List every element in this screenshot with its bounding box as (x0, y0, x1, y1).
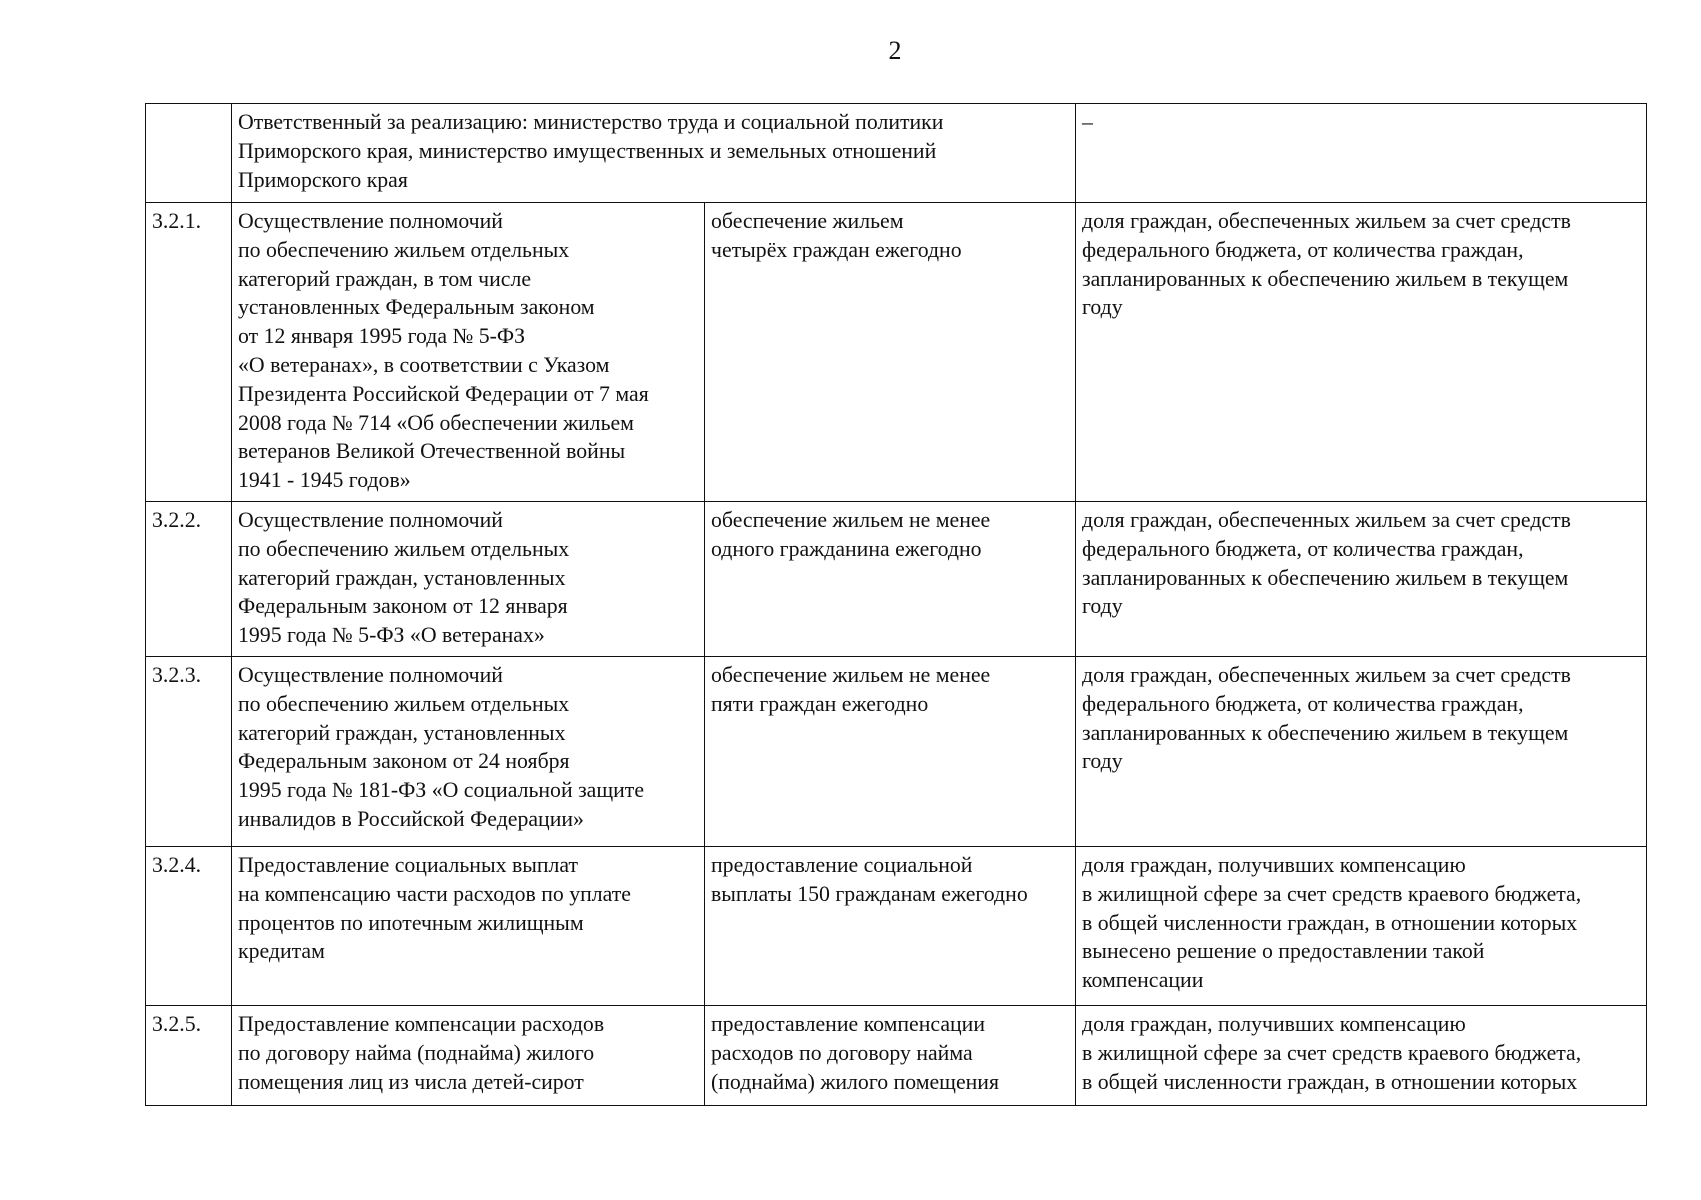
measure-description: Предоставление социальных выплат на компенсацию части расходов по уплате процентов по ипотечным жилищным кредитам (232, 846, 705, 1005)
row-number: 3.2.4. (146, 846, 232, 1005)
table-row (146, 846, 1647, 1005)
table-row (146, 203, 1647, 502)
table-row (146, 656, 1647, 846)
target-indicator: доля граждан, получивших компенсацию в жилищной сфере за счет средств краевого бюджета, в общей численности граждан, в отношении которых (1076, 1005, 1647, 1105)
target-indicator: доля граждан, получивших компенсацию в жилищной сфере за счет средств краевого бюджета, в общей численности граждан, в отношении которых вынесено решение о предоставлении такой компенсации (1076, 846, 1647, 1005)
expected-result: обеспечение жильем не менее пяти граждан ежегодно (705, 656, 1076, 846)
responsible-executor: Ответственный за реализацию: министерство труда и социальной политики Приморского края, министерство имущественных и земельных отношений Приморского края (232, 104, 1076, 203)
measure-description: Предоставление компенсации расходов по договору найма (поднайма) жилого помещения лиц из числа детей-сирот (232, 1005, 705, 1105)
measure-description: Осуществление полномочий по обеспечению жильем отдельных категорий граждан, установленных Федеральным законом от 12 января 1995 года № 5-ФЗ «О ветеранах» (232, 501, 705, 656)
target-indicator: доля граждан, обеспеченных жильем за счет средств федерального бюджета, от количества граждан, запланированных к обеспечению жильем в текущем году (1076, 203, 1647, 502)
table-row (146, 1005, 1647, 1105)
expected-result: обеспечение жильем не менее одного гражданина ежегодно (705, 501, 1076, 656)
expected-result: предоставление компенсации расходов по договору найма (поднайма) жилого помещения (705, 1005, 1076, 1105)
page-number: 2 (888, 36, 902, 65)
measure-description: Осуществление полномочий по обеспечению жильем отдельных категорий граждан, установленных Федеральным законом от 24 ноября 1995 года № 181-ФЗ «О социальной защите инвалидов в Российской Федерации» (232, 656, 705, 846)
table-row-responsible (146, 104, 1647, 203)
expected-result: обеспечение жильем четырёх граждан ежегодно (705, 203, 1076, 502)
expected-result: предоставление социальной выплаты 150 гражданам ежегодно (705, 846, 1076, 1005)
indicator-cell: – (1076, 104, 1647, 203)
target-indicator: доля граждан, обеспеченных жильем за счет средств федерального бюджета, от количества граждан, запланированных к обеспечению жильем в текущем году (1076, 656, 1647, 846)
measure-description: Осуществление полномочий по обеспечению жильем отдельных категорий граждан, в том числе установленных Федеральным законом от 12 января 1995 года № 5-ФЗ «О ветеранах», в соответствии с Указом Президента Российской Федерации от 7 мая 2008 года № 714 «Об обеспечении жильем ветеранов Великой Отечественной войны 1941 - 1945 годов» (232, 203, 705, 502)
row-number: 3.2.5. (146, 1005, 232, 1105)
target-indicator: доля граждан, обеспеченных жильем за счет средств федерального бюджета, от количества граждан, запланированных к обеспечению жильем в текущем году (1076, 501, 1647, 656)
row-number: 3.2.3. (146, 656, 232, 846)
row-number (146, 104, 232, 203)
row-number: 3.2.1. (146, 203, 232, 502)
program-measures-table (145, 103, 1647, 1106)
row-number: 3.2.2. (146, 501, 232, 656)
table-row (146, 501, 1647, 656)
